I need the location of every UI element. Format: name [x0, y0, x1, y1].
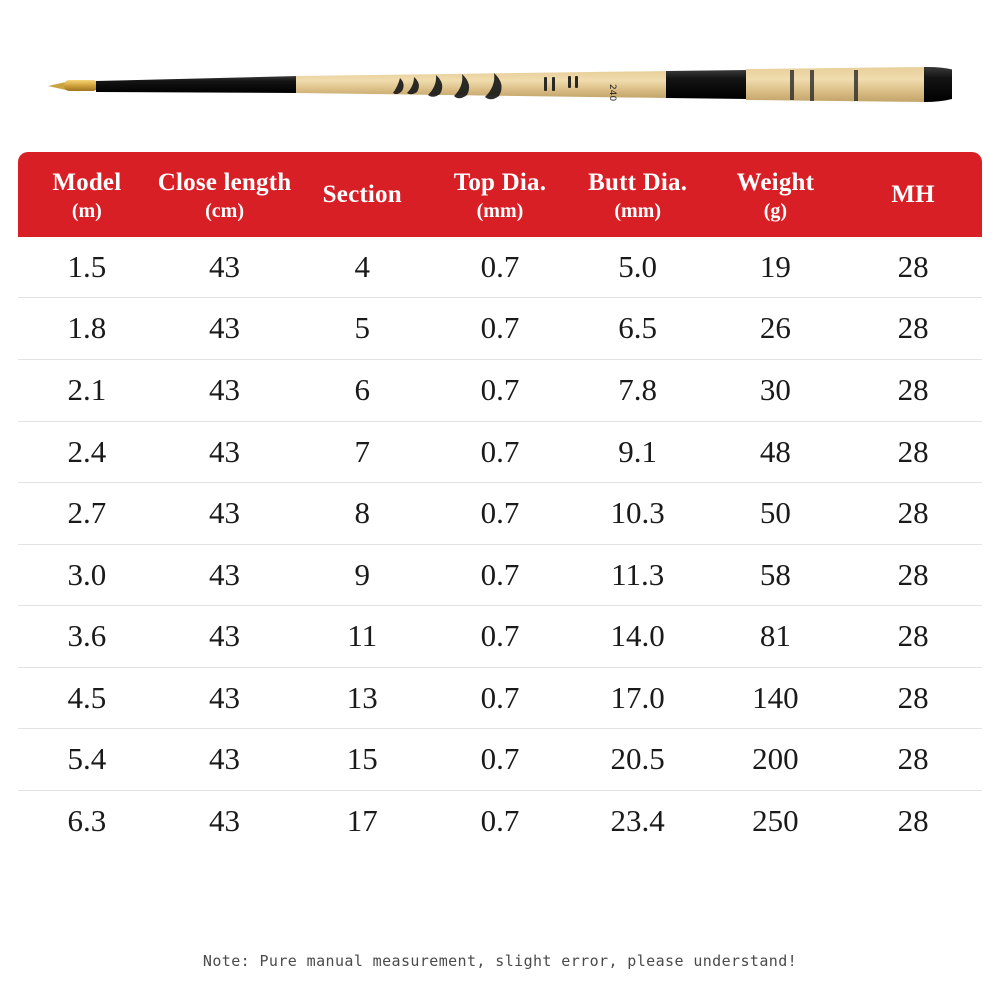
cell-butt-dia: 23.4: [610, 802, 665, 838]
table-row: [18, 544, 982, 606]
cell-top-dia: 0.7: [431, 298, 569, 360]
cell-top-dia: 0.7: [431, 237, 569, 298]
cell-top-dia: 0.7: [431, 606, 569, 668]
column-header-close-length: [156, 152, 294, 237]
cell-mh: 28: [844, 606, 982, 668]
column-title: Butt Dia.: [588, 169, 688, 196]
column-header-butt-dia: [569, 152, 707, 237]
cell-section: 9: [293, 544, 431, 606]
cell-close-length: 43: [156, 298, 294, 360]
cell-mh: 28: [844, 729, 982, 791]
cell-mh: 28: [844, 359, 982, 421]
table-body: [18, 237, 982, 851]
cell-mh: 28: [844, 483, 982, 545]
cell-section: 13: [293, 667, 431, 729]
cell-butt-dia: 5.0: [569, 237, 707, 298]
cell-close-length: 43: [156, 237, 294, 298]
column-unit: (g): [763, 199, 788, 222]
cell-model: 3.0: [18, 544, 156, 606]
cell-section: 8: [293, 483, 431, 545]
cell-top-dia: 0.7: [431, 483, 569, 545]
cell-model: 4.5: [18, 667, 156, 729]
cell-top-dia: 0.7: [431, 667, 569, 729]
table-row: [18, 729, 982, 791]
measurement-note: Note: Pure manual measurement, slight error, please understand!: [202, 952, 798, 970]
cell-butt-dia: 17.0: [569, 667, 707, 729]
cell-section: 15: [293, 729, 431, 791]
column-title: Model: [52, 169, 122, 196]
cell-close-length: 43: [156, 421, 294, 483]
cell-weight: 50: [707, 483, 845, 545]
cell-section: 17: [346, 802, 378, 838]
cell-model: 6.3: [67, 802, 107, 838]
table-row: [18, 421, 982, 483]
table-header: [18, 152, 982, 237]
cell-butt-dia: 14.0: [569, 606, 707, 668]
svg-text:240: 240: [607, 84, 617, 102]
cell-mh: 28: [844, 237, 982, 298]
cell-weight: 250: [752, 802, 799, 838]
table-header-row: [18, 152, 982, 237]
specification-table: [18, 152, 982, 851]
column-header-mh: [844, 152, 982, 237]
cell-model: 1.5: [18, 237, 156, 298]
cell-mh: 28: [844, 298, 982, 360]
cell-butt-dia: 11.3: [569, 544, 707, 606]
cell-close-length: 43: [156, 667, 294, 729]
cell-mh: 28: [844, 544, 982, 606]
column-header-weight: [707, 152, 845, 237]
cell-mh: 28: [844, 667, 982, 729]
cell-close-length: 43: [156, 544, 294, 606]
cell-model: 5.4: [18, 729, 156, 791]
cell-close-length: 43: [156, 606, 294, 668]
cell-butt-dia: 20.5: [569, 729, 707, 791]
cell-close-length: 43: [156, 729, 294, 791]
table-row: [18, 359, 982, 421]
table-row: [18, 790, 982, 851]
column-header-top-dia: [431, 152, 569, 237]
cell-model: 1.8: [18, 298, 156, 360]
cell-close-length: 43: [209, 802, 241, 838]
column-header-model: [18, 152, 156, 237]
column-unit: (m): [71, 199, 102, 222]
cell-weight: 30: [707, 359, 845, 421]
cell-butt-dia: 6.5: [569, 298, 707, 360]
cell-section: 7: [293, 421, 431, 483]
cell-butt-dia: 7.8: [569, 359, 707, 421]
fishing-rod-illustration: [48, 62, 952, 104]
cell-mh: 28: [844, 421, 982, 483]
cell-top-dia: 0.7: [431, 729, 569, 791]
column-title: Close length: [157, 169, 292, 196]
cell-weight: 19: [707, 237, 845, 298]
column-unit: (cm): [205, 199, 244, 222]
column-unit: (mm): [614, 199, 661, 222]
table-row: [18, 606, 982, 668]
cell-close-length: 43: [156, 483, 294, 545]
cell-section: 5: [293, 298, 431, 360]
cell-model: 2.4: [18, 421, 156, 483]
table-row: [18, 298, 982, 360]
product-image-area: [0, 0, 1000, 150]
cell-section: 4: [293, 237, 431, 298]
column-title: Weight: [736, 169, 815, 196]
cell-weight: 26: [707, 298, 845, 360]
column-header-section: [293, 152, 431, 237]
cell-weight: 48: [707, 421, 845, 483]
cell-close-length: 43: [156, 359, 294, 421]
cell-model: 2.1: [18, 359, 156, 421]
table-row: [18, 237, 982, 298]
cell-top-dia: 0.7: [480, 802, 520, 838]
column-unit: (mm): [476, 199, 524, 222]
cell-butt-dia: 9.1: [569, 421, 707, 483]
cell-weight: 140: [707, 667, 845, 729]
cell-mh: 28: [897, 802, 929, 838]
table-row: [18, 667, 982, 729]
cell-model: 3.6: [18, 606, 156, 668]
cell-model: 2.7: [18, 483, 156, 545]
cell-butt-dia: 10.3: [569, 483, 707, 545]
table-row: [18, 483, 982, 545]
cell-top-dia: 0.7: [431, 544, 569, 606]
cell-section: 6: [293, 359, 431, 421]
cell-weight: 58: [707, 544, 845, 606]
specification-table-container: [18, 152, 982, 851]
cell-top-dia: 0.7: [431, 359, 569, 421]
column-title: Top Dia.: [453, 169, 547, 196]
column-title: MH: [891, 181, 935, 209]
column-title: Section: [322, 181, 402, 209]
cell-weight: 81: [707, 606, 845, 668]
cell-weight: 200: [707, 729, 845, 791]
cell-top-dia: 0.7: [431, 421, 569, 483]
cell-section: 11: [293, 606, 431, 668]
